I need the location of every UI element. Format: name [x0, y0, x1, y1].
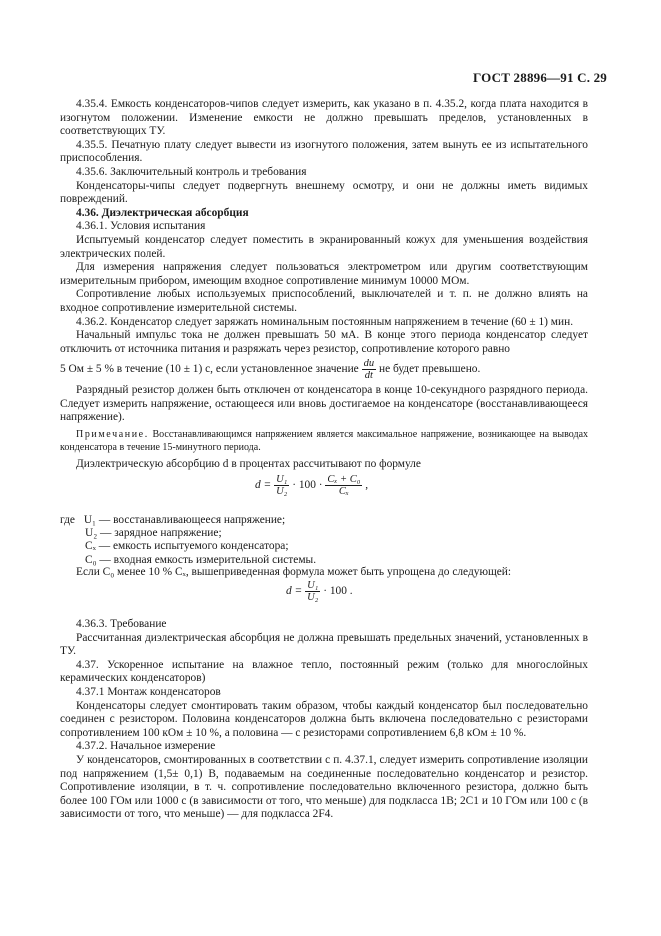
definition-u1	[60, 514, 588, 527]
formula1-u1: U₁	[276, 474, 288, 485]
definition-c0: C₀ — входная емкость измерительной системы.	[85, 553, 317, 566]
paragraph-visual-inspection: Конденсаторы-чипы следует подвергнуть внешнему осмотру, и они не должны иметь видимых повреждений.	[60, 179, 588, 206]
paragraph-discharge-resistor: Разрядный резистор должен быть отключен от конденсатора в конце 10-секундного разрядного периода. Следует измерить напряжение, остающееся или вновь достигаемое на конденсаторе (восстанавливающееся напряжение).	[60, 384, 588, 424]
formula2-lhs: d =	[286, 585, 303, 598]
formula-simplified	[286, 580, 353, 603]
paragraph-4-36-3: 4.36.3. Требование	[76, 618, 167, 630]
where-label: где	[60, 514, 75, 526]
text-block-1	[60, 98, 588, 472]
formula2-u2: U₂	[307, 592, 319, 603]
paragraph-formula-intro: Диэлектрическую абсорбцию d в процентах рассчитывают по формуле	[76, 458, 421, 471]
text-block-3	[60, 618, 588, 822]
paragraph-electrometer: Для измерения напряжения следует пользоваться электрометром или другим соответствующим измерительным прибором, имеющим входное сопротивление минимум 10000 МОм.	[60, 261, 588, 287]
formula1-cx-c0: Cₓ + C₀	[327, 474, 361, 485]
du-dt-fraction	[362, 358, 377, 381]
dt-denominator: dt	[364, 370, 373, 382]
paragraph-initial-pulse: Начальный импульс тока не должен превышать 50 мА. В конце этого периода конденсатор следует отключить от источника питания и разряжать через резистор, сопротивление которого равно	[60, 329, 588, 355]
def-u1-text: U₁ — восстанавливающееся напряжение;	[83, 514, 286, 526]
section-heading-4-36: 4.36. Диэлектрическая абсорбция	[76, 206, 249, 219]
paragraph-discharge	[60, 358, 588, 381]
formula1-u2: U₂	[276, 486, 288, 497]
paragraph-4-37-2: 4.37.2. Начальное измерение	[76, 740, 216, 753]
formula1-lhs: d =	[255, 479, 272, 492]
formula1-fraction-u	[274, 474, 289, 497]
formula2-end: · 100 .	[323, 585, 353, 598]
text-block-2	[60, 566, 588, 580]
note	[60, 429, 588, 454]
paragraph-shield: Испытуемый конденсатор следует поместить в экранированный кожух для уменьшения воздействия электрических полей.	[60, 233, 588, 260]
definition-u2: U₂ — зарядное напряжение;	[85, 527, 222, 540]
paragraph-4-35-6: 4.35.6. Заключительный контроль и требования	[76, 165, 307, 178]
formula1-cx: Cₓ	[338, 486, 349, 497]
paragraph-4-35-4: 4.35.4. Емкость конденсаторов-чипов следует измерить, как указано в п. 4.35.2, когда плата находится в изогнутом положении. Изменение емкости не должно превышать пределов, установленных в соответствующих ТУ.	[60, 98, 588, 138]
note-label: Примечание.	[76, 429, 149, 441]
paragraph-mounting: Конденсаторы следует смонтировать таким образом, чтобы каждый конденсатор был последовательно соединен с резистором. Половина конденсаторов должна быть включена последовательно с резисторами сопротивлением 100 кОм ± 10 %, а половина — с резисторами сопротивлением 6,8 кОм ± 10 %.	[60, 699, 588, 739]
definition-cx: Cₓ — емкость испытуемого конденсатора;	[85, 540, 289, 553]
paragraph-4-36-2: 4.36.2. Конденсатор следует заряжать номинальным постоянным напряжением в течение (60 ± 1) мин.	[76, 315, 574, 328]
paragraph-4-37-1: 4.37.1 Монтаж конденсаторов	[76, 685, 221, 698]
du-numerator: du	[363, 358, 375, 370]
formula1-mid: · 100 ·	[292, 479, 323, 492]
formula2-fraction	[305, 580, 320, 603]
formula-absorption	[255, 474, 368, 497]
note-text: Восстанавливающимся напряжением является максимальное напряжение, возникающее на выводах конденсатора в течение 15-минутного периода.	[60, 429, 589, 453]
paragraph-simplification: Если C₀ менее 10 % Cₓ, вышеприведенная формула может быть упрощена до следующей:	[76, 566, 512, 578]
page-header: ГОСТ 28896—91 С. 29	[473, 70, 607, 85]
variable-definitions	[60, 514, 588, 567]
paragraph-requirement: Рассчитанная диэлектрическая абсорбция не должна превышать предельных значений, установленных в ТУ.	[60, 631, 588, 658]
discharge-text-a: 5 Ом ± 5 % в течение (10 ± 1) с, если установленное значение	[60, 363, 359, 376]
formula1-end: ,	[365, 479, 369, 492]
paragraph-fixture-resistance: Сопротивление любых используемых приспособлений, выключателей и т. п. не должно влиять на входное сопротивление измерительной системы.	[60, 288, 588, 314]
paragraph-4-35-5: 4.35.5. Печатную плату следует вывести из изогнутого положения, затем вынуть ее из испытательного приспособления.	[60, 138, 588, 165]
paragraph-insulation: У конденсаторов, смонтированных в соответствии с п. 4.37.1, следует измерить сопротивление изоляции под напряжением (1,5± 0,1) В, подаваемым на соединенные последовательно конденсатор и резистор. Сопротивление изоляции, в т. ч. сопротивление последовательно включенного резистора, должно быть более 100 ГОм или 1000 с (в зависимости от того, что меньше) для подкласса 1В; 2С1 и 10 ГОм или 100 с (в зависимости от того, что меньше) — для подкласса 2F4.	[60, 753, 588, 821]
formula2-u1: U₁	[307, 580, 319, 591]
paragraph-4-37: 4.37. Ускоренное испытание на влажное тепло, постоянный режим (только для многослойных керамических конденсаторов)	[60, 658, 588, 685]
formula1-fraction-c	[325, 474, 362, 497]
discharge-text-b: не будет превышено.	[378, 363, 481, 376]
paragraph-4-36-1: 4.36.1. Условия испытания	[76, 220, 206, 233]
